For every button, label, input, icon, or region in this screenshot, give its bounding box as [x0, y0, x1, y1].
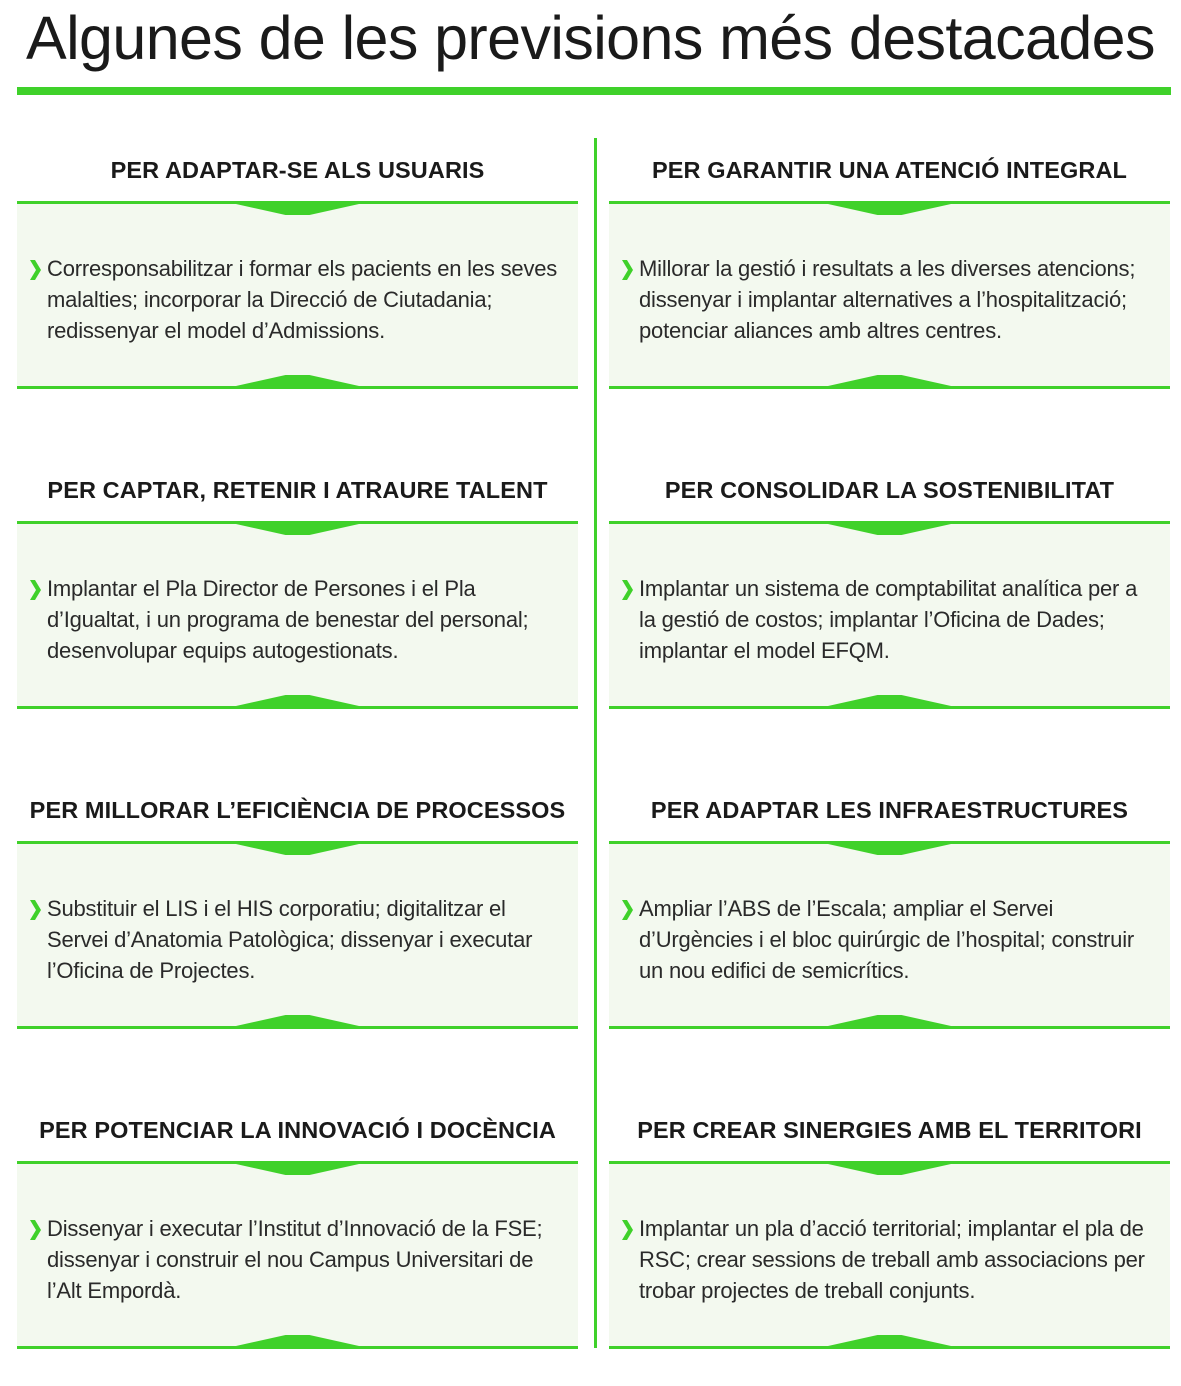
card-heading: PER CREAR SINERGIES AMB EL TERRITORI — [637, 1117, 1142, 1143]
chevron-right-icon — [621, 1219, 634, 1241]
page-title: Algunes de les previsions més destacades — [26, 4, 1155, 72]
panel-notch-bottom — [223, 375, 373, 389]
card-body-text — [639, 253, 1159, 346]
panel-notch-top — [815, 1161, 965, 1175]
card-body: Implantar un sistema de comptabilitat analítica per a la gestió de costos; implantar l’Oficina de Dades; implantar el model EFQM. — [639, 576, 1138, 663]
card-heading: PER CAPTAR, RETENIR I ATRAURE TALENT — [47, 477, 548, 503]
card-body-text — [639, 1213, 1159, 1306]
card-body: Dissenyar i executar l’Institut d’Innovació de la FSE; dissenyar i construir el nou Campus Universitari de l’Alt Empordà. — [47, 1216, 543, 1303]
panel-notch-bottom — [223, 695, 373, 709]
card-panel — [17, 201, 578, 389]
title-underline — [17, 87, 1171, 95]
panel-notch-top — [815, 201, 965, 215]
card-heading: PER ADAPTAR-SE ALS USUARIS — [110, 157, 485, 183]
card-sinergies-territori — [609, 1100, 1170, 1350]
panel-notch-top — [815, 841, 965, 855]
card-panel — [609, 841, 1170, 1029]
panel-notch-bottom — [223, 1015, 373, 1029]
card-heading: PER ADAPTAR LES INFRAESTRUCTURES — [650, 797, 1129, 823]
panel-notch-top — [815, 521, 965, 535]
card-sostenibilitat — [609, 460, 1170, 710]
chevron-right-icon — [29, 899, 42, 921]
card-panel — [609, 1161, 1170, 1349]
card-captar-talent — [17, 460, 578, 710]
card-body: Implantar un pla d’acció territorial; implantar el pla de RSC; crear sessions de treball amb associacions per trobar projectes de treball conjunts. — [639, 1216, 1145, 1303]
card-infraestructures — [609, 780, 1170, 1030]
card-panel — [17, 1161, 578, 1349]
panel-notch-top — [223, 201, 373, 215]
card-body-text — [639, 893, 1159, 986]
column-divider — [594, 138, 597, 1348]
chevron-right-icon — [29, 259, 42, 281]
card-body-text — [47, 573, 567, 666]
panel-notch-bottom — [815, 375, 965, 389]
chevron-right-icon — [621, 579, 634, 601]
card-body: Substituir el LIS i el HIS corporatiu; digitalitzar el Servei d’Anatomia Patològica; dissenyar i executar l’Oficina de Projectes. — [47, 896, 533, 983]
panel-notch-top — [223, 521, 373, 535]
panel-notch-top — [223, 1161, 373, 1175]
chevron-right-icon — [29, 579, 42, 601]
card-adaptar-usuaris — [17, 140, 578, 390]
card-atencio-integral — [609, 140, 1170, 390]
chevron-right-icon — [621, 899, 634, 921]
card-panel — [609, 521, 1170, 709]
card-heading: PER GARANTIR UNA ATENCIÓ INTEGRAL — [651, 157, 1128, 183]
card-heading: PER CONSOLIDAR LA SOSTENIBILITAT — [664, 477, 1115, 503]
panel-notch-bottom — [815, 1015, 965, 1029]
card-body-text — [47, 1213, 567, 1306]
panel-notch-bottom — [815, 695, 965, 709]
card-body: Millorar la gestió i resultats a les diverses atencions; dissenyar i implantar alternatives a l’hospitalització; potenciar aliances amb altres centres. — [639, 256, 1136, 343]
card-innovacio-docencia — [17, 1100, 578, 1350]
card-body: Ampliar l’ABS de l’Escala; ampliar el Servei d’Urgències i el bloc quirúrgic de l’hospital; construir un nou edifici de semicrítics. — [639, 896, 1135, 983]
chevron-right-icon — [29, 1219, 42, 1241]
card-body-text — [47, 893, 567, 986]
card-body-text — [639, 573, 1159, 666]
chevron-right-icon — [621, 259, 634, 281]
card-body: Implantar el Pla Director de Persones i el Pla d’Igualtat, i un programa de benestar del personal; desenvolupar equips autogestionats. — [47, 576, 529, 663]
card-heading: PER MILLORAR L’EFICIÈNCIA DE PROCESSOS — [29, 797, 566, 823]
card-panel — [609, 201, 1170, 389]
card-panel — [17, 841, 578, 1029]
panel-notch-bottom — [815, 1335, 965, 1349]
card-panel — [17, 521, 578, 709]
panel-notch-bottom — [223, 1335, 373, 1349]
card-body-text — [47, 253, 567, 346]
panel-notch-top — [223, 841, 373, 855]
card-body: Corresponsabilitzar i formar els pacients en les seves malalties; incorporar la Direcció de Ciutadania; redissenyar el model d’Admissions. — [47, 256, 558, 343]
card-heading: PER POTENCIAR LA INNOVACIÓ I DOCÈNCIA — [39, 1117, 556, 1143]
card-eficiencia-processos — [17, 780, 578, 1030]
